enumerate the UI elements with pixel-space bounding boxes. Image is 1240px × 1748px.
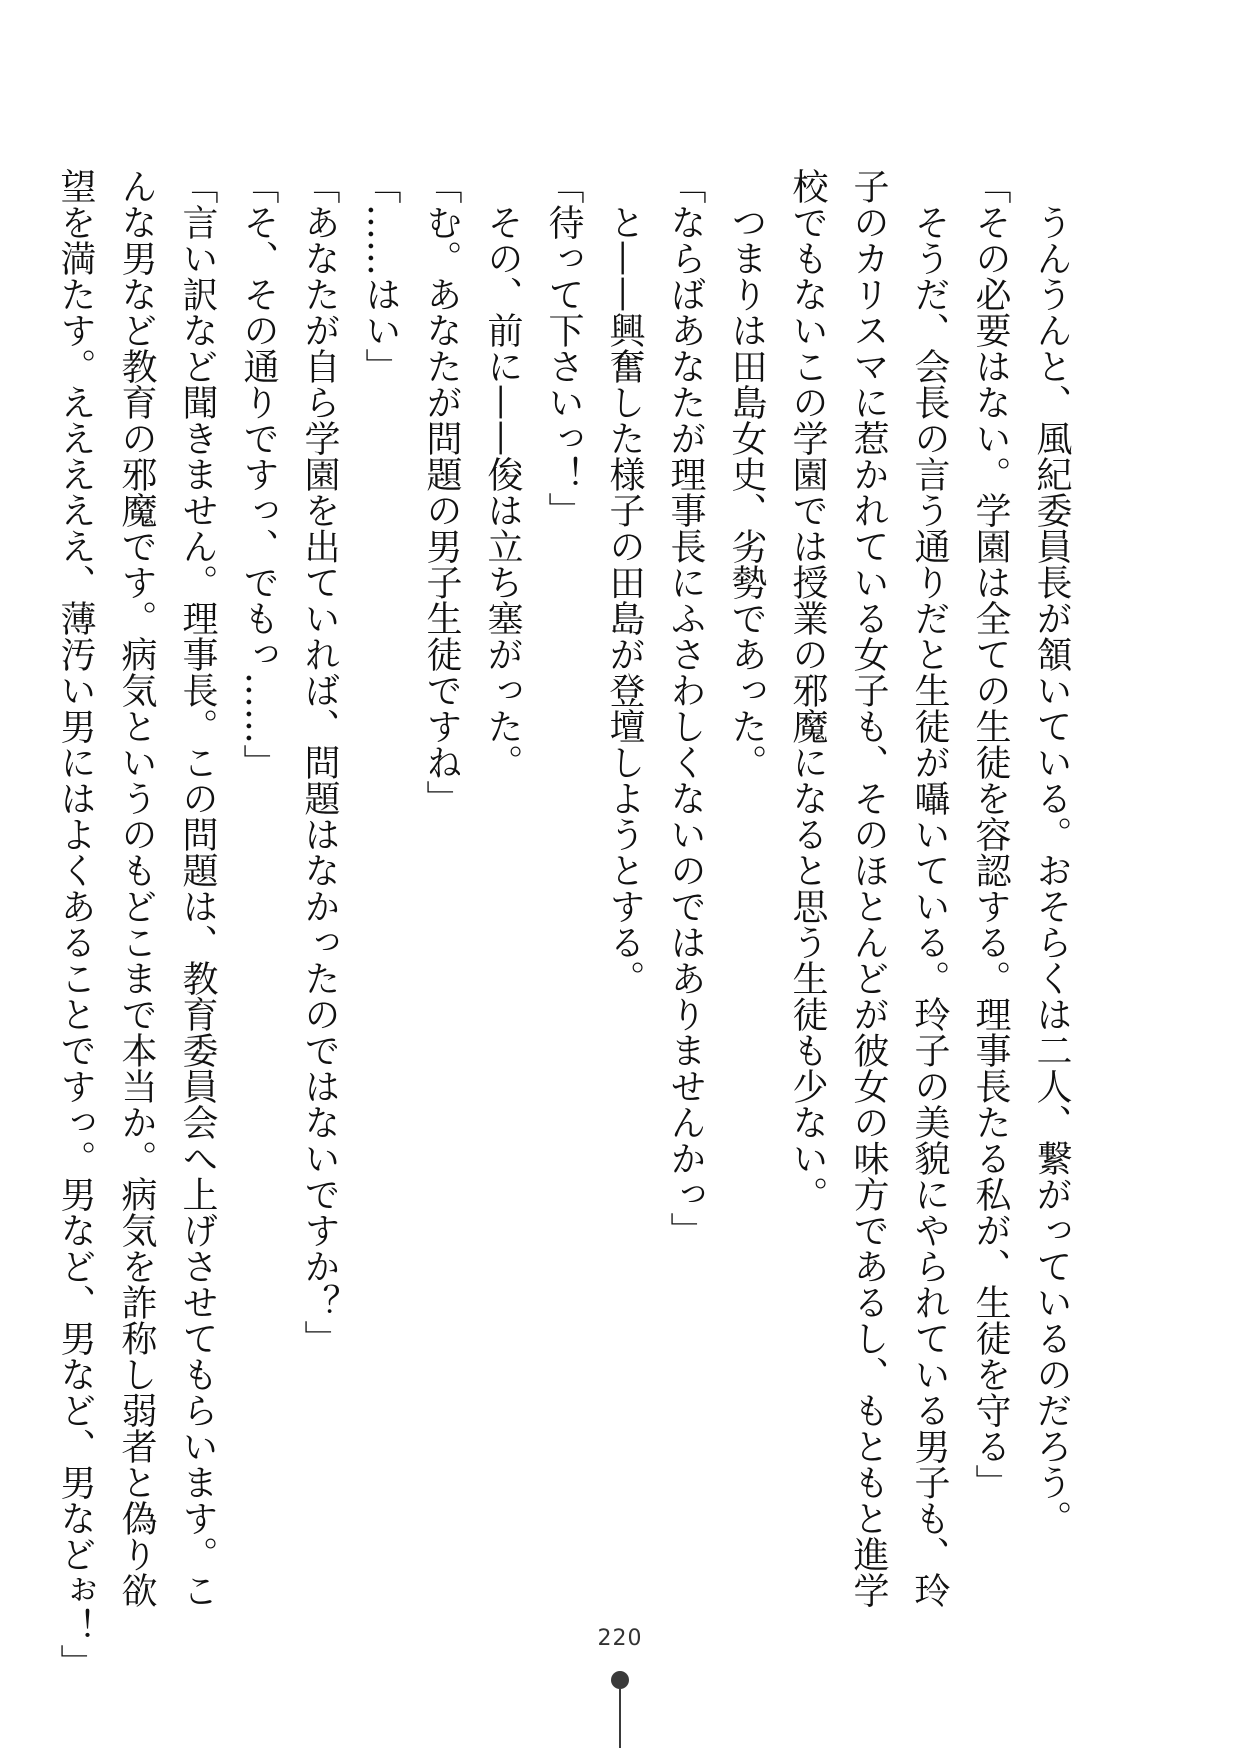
page-number: 220 bbox=[597, 1626, 643, 1651]
text-line: 「あなたが自ら学園を出ていれば、問題はなかったのではないですか？」 bbox=[299, 168, 340, 1356]
text-line: 「む。あなたが問題の男子生徒ですね」 bbox=[421, 168, 462, 816]
page-marker-dot-icon bbox=[611, 1671, 629, 1689]
text-line: と——興奮した様子の田島が登壇しようとする。 bbox=[604, 168, 645, 996]
text-line: 望を満たす。えええええ、薄汚い男にはよくあることですっ。男など、男など、男などぉ！」 bbox=[55, 168, 96, 1680]
text-line: 「言い訳など聞きません。理事長。この問題は、教育委員会へ上げさせてもらいます。こ bbox=[177, 168, 218, 1608]
text-line: 「その必要はない。学園は全ての生徒を容認する。理事長たる私が、生徒を守る」 bbox=[970, 168, 1011, 1500]
text-line: 校でもないこの学園では授業の邪魔になると思う生徒も少ない。 bbox=[787, 168, 828, 1212]
text-line: 「そ、その通りですっ、でもっ……」 bbox=[238, 168, 279, 780]
text-line: 子のカリスマに惹かれている女子も、そのほとんどが彼女の味方であるし、もともと進学 bbox=[848, 168, 889, 1608]
text-line: 「……はい」 bbox=[360, 168, 401, 384]
text-line: 「ならばあなたが理事長にふさわしくないのではありませんかっ」 bbox=[665, 168, 706, 1248]
text-line: んな男など教育の邪魔です。病気というのもどこまで本当か。病気を詐称し弱者と偽り欲 bbox=[116, 168, 157, 1608]
text-line: つまりは田島女史、劣勢であった。 bbox=[726, 168, 767, 780]
text-line: うんうんと、風紀委員長が頷いている。おそらくは二人、繋がっているのだろう。 bbox=[1031, 168, 1072, 1536]
page-marker-line bbox=[619, 1689, 621, 1748]
text-line: そうだ、会長の言う通りだと生徒が囁いている。玲子の美貌にやられている男子も、玲 bbox=[909, 168, 950, 1608]
text-line: その、前に——俊は立ち塞がった。 bbox=[482, 168, 523, 780]
text-line: 「待って下さいっ！」 bbox=[543, 168, 584, 528]
